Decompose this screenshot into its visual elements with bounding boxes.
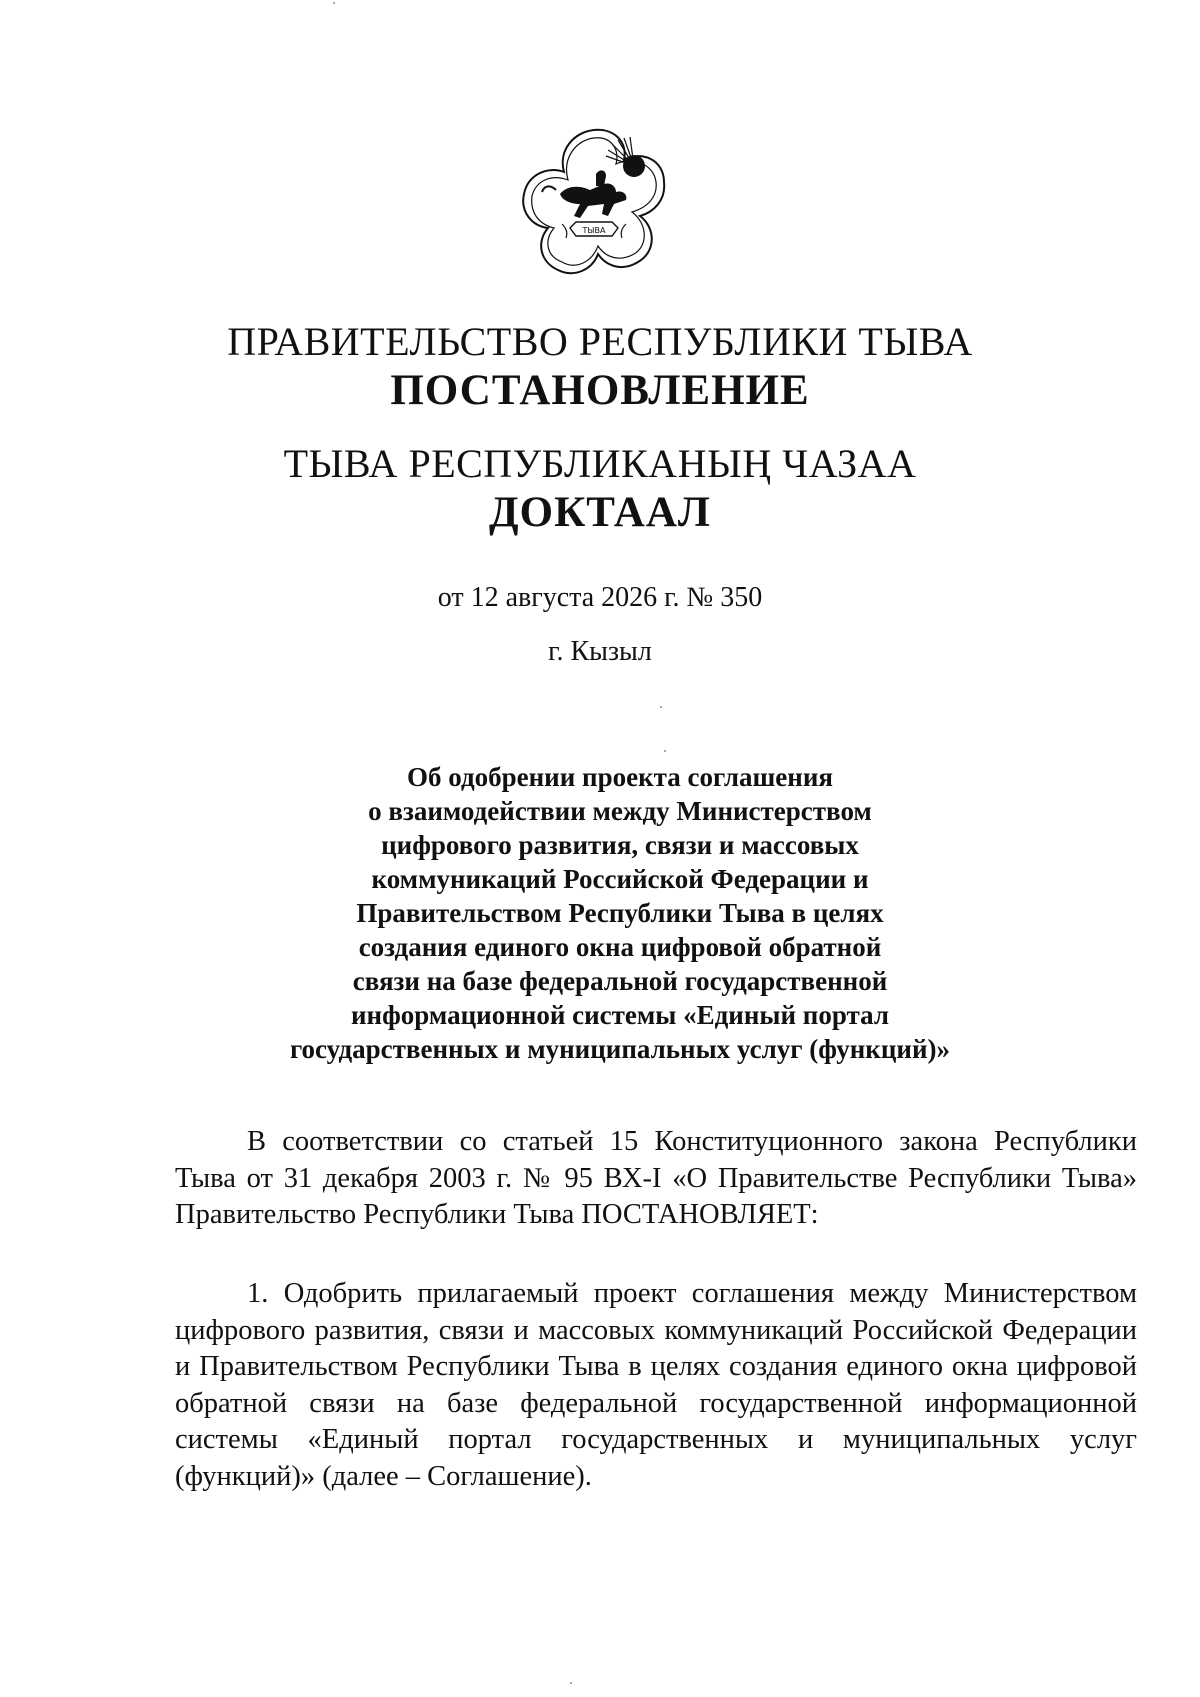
title-line: информационной системы «Единый портал [351,1000,889,1030]
title-line: Об одобрении проекта соглашения [406,762,834,792]
document-type-tyv: ДОКТААЛ [489,489,711,536]
government-title-ru: ПРАВИТЕЛЬСТВО РЕСПУБЛИКИ ТЫВА [227,319,973,364]
preamble-paragraph: В соответствии со статьей 15 Конституционного закона Республики Тыва от 31 декабря 2003 г. № 95 ВХ-I «О Правительстве Республики Тыва» Правительство Республики Тыва ПОСТАНОВЛЯЕТ: [175,1126,1137,1230]
title-line: государственных и муниципальных услуг (функций)» [289,1034,951,1064]
scan-speck [570,1682,572,1684]
scan-speck [660,706,662,708]
title-line: связи на базе федеральной государственной [352,966,888,996]
title-line: цифрового развития, связи и массовых [381,830,859,860]
document-date-number: от 12 августа 2026 г. № 350 [437,582,763,613]
document-title [250,760,990,1066]
title-line: коммуникаций Российской Федерации и [371,864,869,894]
item-1-paragraph: 1. Одобрить прилагаемый проект соглашения между Министерством цифрового развития, связи и массовых коммуникаций Российской Федерации и Правительством Республики Тыва в целях создания единого окна цифровой обратной связи на базе федеральной государственной информационной системы «Единый портал государственных и муниципальных услуг (функций)» (далее – Соглашение). [175,1278,1137,1492]
document-city: г. Кызыл [548,636,652,667]
title-line: о взаимодействии между Министерством [368,796,872,826]
title-line: Правительством Республики Тыва в целях [356,898,884,928]
tuva-emblem-icon [516,124,672,284]
scan-speck [333,2,335,4]
scan-speck [664,750,666,752]
title-line: создания единого окна цифровой обратной [358,932,882,962]
government-title-tyv: ТЫВА РЕСПУБЛИКАНЫҢ ЧАЗАА [283,441,917,486]
document-type-ru: ПОСТАНОВЛЕНИЕ [390,367,810,414]
svg-text:ТЫВА: ТЫВА [582,226,606,235]
